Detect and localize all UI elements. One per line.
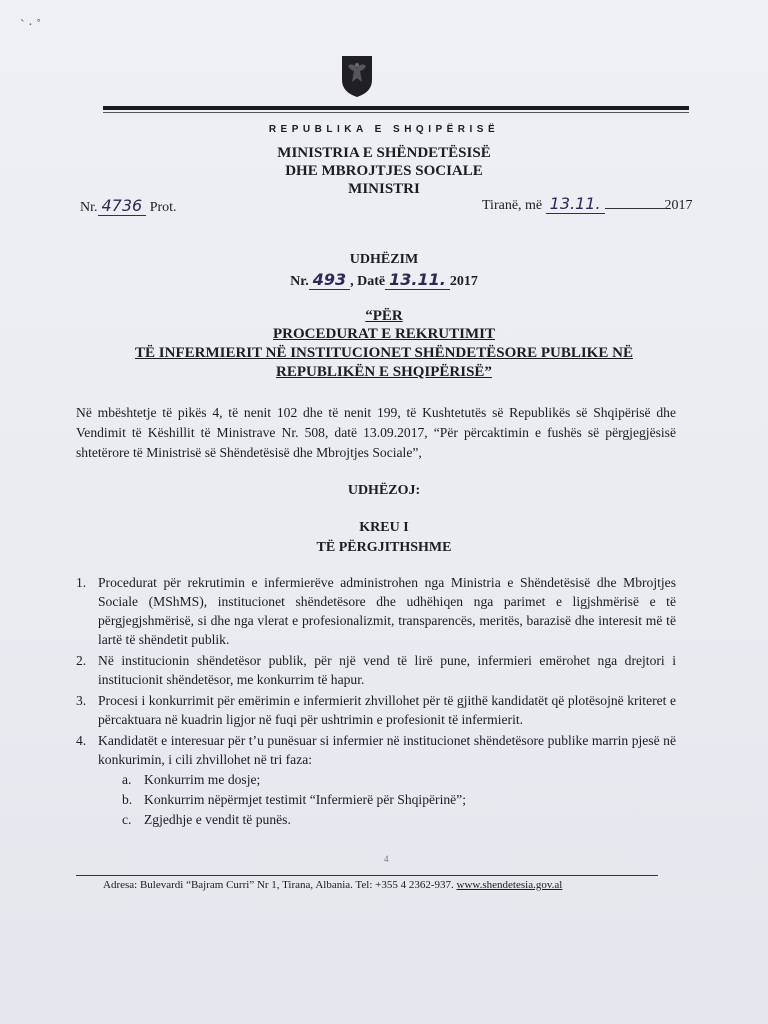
ministry-block [0, 144, 768, 198]
ministry-line-3: MINISTRI [348, 181, 420, 197]
sublist-item-letter: a. [122, 772, 132, 787]
document-date [482, 194, 693, 214]
list-item-number: 4. [76, 733, 87, 748]
title-line-2: PROCEDURAT E REKRUTIMIT [273, 326, 495, 342]
list-item-text: Kandidatët e interesuar për t’u punësuar si infermier në institucionet shëndetësore publike marrin pjesë në konkurimin, i cili zhvillohet në tri faza: [98, 733, 676, 767]
sublist-item [122, 810, 676, 829]
list-item [76, 691, 676, 729]
instruction-nr-prefix: Nr. [290, 274, 309, 289]
footer-rule [76, 875, 658, 876]
sublist-item [122, 790, 676, 809]
list-item [76, 651, 676, 689]
list-item-number: 1. [76, 575, 87, 590]
protocol-prefix: Nr. [80, 200, 98, 215]
header-rule-thick [103, 106, 689, 110]
protocol-suffix: Prot. [149, 200, 177, 215]
city-prefix: Tiranë, më [482, 198, 543, 213]
instruction-nr-value: 493 [309, 270, 350, 290]
sublist-item-text: Konkurrim me dosje; [144, 772, 261, 787]
title-line-1: “PËR [365, 308, 403, 324]
list-item-text: Procesi i konkurrimit për emërimin e infermierit zhvillohet për të gjithë kandidatët që plotësojnë kriteret e përcaktuara në kuadrin ligjor në fuqi për ushtrimin e profesionit të infermierit. [98, 693, 676, 727]
sublist-item [122, 770, 676, 789]
chapter-name: TË PËRGJITHSHME [316, 540, 452, 555]
sublist-item-text: Konkurrim nëpërmjet testimit “Infermierë për Shqipërinë”; [144, 792, 466, 807]
country-name: REPUBLIKA E SHQIPËRISË [268, 124, 500, 135]
list-item [76, 573, 676, 649]
title-line-3: TË INFERMIERIT NË INSTITUCIONET SHËNDETËSORE PUBLIKE NË [135, 345, 633, 361]
page-number: 4 [384, 854, 389, 864]
sublist-item-letter: b. [122, 792, 133, 807]
list-item-number: 3. [76, 693, 87, 708]
date-year: 2017 [664, 198, 693, 213]
preamble-paragraph: Në mbështetje të pikës 4, të nenit 102 dhe të nenit 199, të Kushtetutës së Republikës së Shqipërisë dhe Vendimit të Këshillit të Ministrave Nr. 508, datë 13.09.2017, “Për përcaktimin e fushës së përgjegjësisë shtetërore të Ministrisë së Shëndetësisë dhe Mbrojtjes Sociale”, [76, 405, 676, 460]
ministry-line-1: MINISTRIA E SHËNDETËSISË [277, 145, 491, 161]
instruction-heading: UDHËZIM [349, 252, 419, 267]
provisions-list [76, 573, 676, 831]
chapter-number: KREU I [359, 520, 409, 535]
instruction-number [0, 270, 768, 290]
instruction-year: 2017 [449, 274, 478, 289]
directive-heading: UDHËZOJ: [347, 483, 421, 498]
instruction-date-value: 13.11. [385, 270, 450, 290]
phases-sublist [98, 770, 676, 829]
header-rule-thin [103, 112, 689, 113]
protocol-number [80, 196, 177, 216]
footer [103, 879, 562, 891]
title-line-4: REPUBLIKËN E SHQIPËRISË” [276, 364, 492, 380]
footer-address: Adresa: Bulevardi “Bajram Curri” Nr 1, Tirana, Albania. Tel: +355 4 2362-937. [103, 879, 454, 891]
sublist-item-letter: c. [122, 812, 132, 827]
scan-specks: ` · ˚ [20, 18, 41, 33]
ministry-line-2: DHE MBROJTJES SOCIALE [285, 163, 483, 179]
list-item-text: Procedurat për rekrutimin e infermierëve administrohen nga Ministria e Shëndetësisë dhe Mbrojtjes Sociale (MShMS), institucionet shëndetësore dhe udhëhiqen nga parimet e ligjshmërisë e të përgjegjshmërisë, si dhe nga vlerat e profesionalizmit, transparencës, meritës, barazisë dhe interesit më të lartë të shëndetit publik. [98, 575, 676, 647]
sublist-item-text: Zgjedhje e vendit të punës. [144, 812, 291, 827]
footer-website-link[interactable]: www.shendetesia.gov.al [456, 879, 563, 891]
list-item-text: Në institucionin shëndetësor publik, për një vend të lirë pune, infermieri emërohet nga drejtori i institucionit shëndetësor, me konkurrim të hapur. [98, 653, 676, 687]
protocol-value: 4736 [98, 196, 147, 216]
list-item-number: 2. [76, 653, 87, 668]
date-value: 13.11. [546, 194, 605, 214]
list-item [76, 731, 676, 829]
date-blank [605, 196, 665, 209]
albanian-eagle-emblem-icon [340, 54, 374, 103]
instruction-date-label: , Datë [350, 274, 386, 289]
